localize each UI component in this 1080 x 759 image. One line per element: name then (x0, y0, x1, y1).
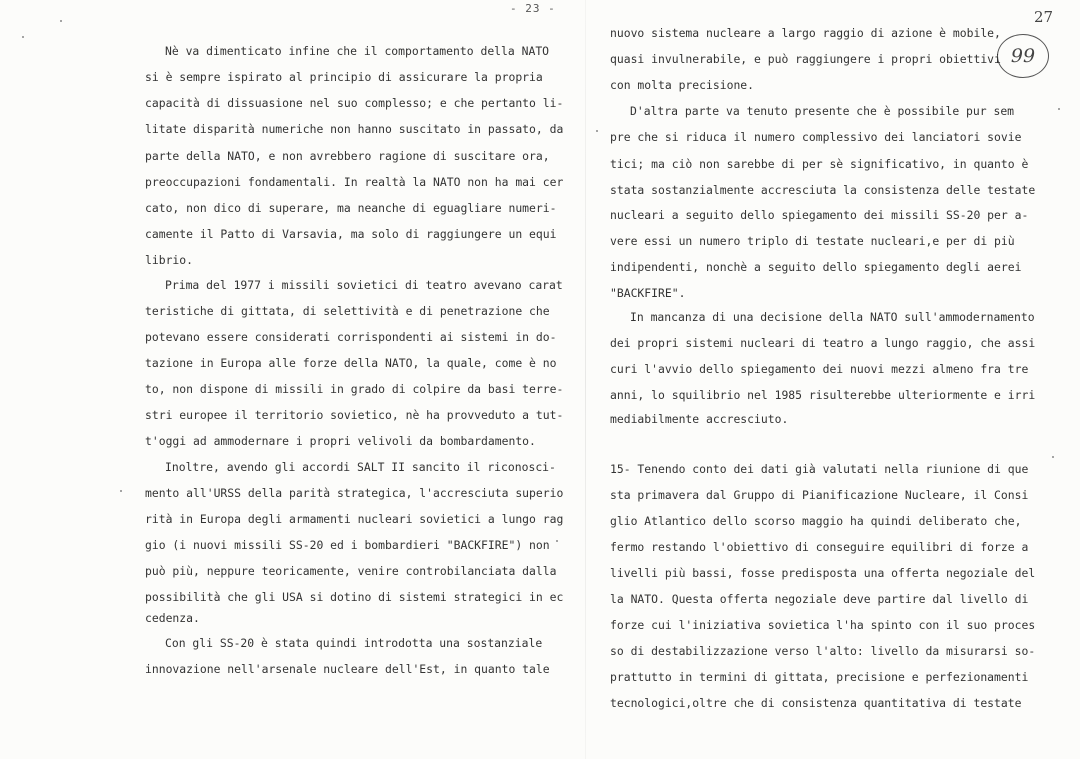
text-line: fermo restando l'obiettivo di conseguire equilibri di forze a (610, 540, 1029, 554)
text-line: si è sempre ispirato al principio di assicurare la propria (145, 70, 543, 84)
text-line: stri europee il territorio sovietico, nè ha provveduto a tut- (145, 408, 564, 422)
text-line: con molta precisione. (610, 78, 755, 92)
text-line: tazione in Europa alle forze della NATO, la quale, come è no (145, 356, 557, 370)
scan-speck (22, 36, 24, 38)
text-line: anni, lo squilibrio nel 1985 risulterebbe ulteriormente e irri (610, 388, 1036, 402)
text-line: vere essi un numero triplo di testate nucleari,e per di più (610, 234, 1015, 248)
text-line: t'oggi ad ammodernare i propri velivoli da bombardamento. (145, 434, 536, 448)
text-line: In mancanza di una decisione della NATO sull'ammodernamento (630, 310, 1035, 324)
text-line: "BACKFIRE". (610, 286, 686, 300)
text-line: camente il Patto di Varsavia, ma solo di raggiungere un equi (145, 227, 557, 241)
text-line: possibilità che gli USA si dotino di sistemi strategici in ec (145, 590, 564, 604)
text-line: librio. (145, 253, 194, 267)
text-line: preoccupazioni fondamentali. In realtà la NATO non ha mai cer (145, 175, 564, 189)
circled-number-text: 99 (1010, 45, 1036, 67)
text-line: dei propri sistemi nucleari di teatro a lungo raggio, che assi (610, 336, 1036, 350)
scan-speck (1052, 456, 1054, 458)
text-line: potevano essere considerati corrispondenti ai sistemi in do- (145, 330, 557, 344)
text-line: tici; ma ciò non sarebbe di per sè significativo, in quanto è (610, 157, 1029, 171)
text-line: Con gli SS-20 è stata quindi introdotta una sostanziale (165, 636, 543, 650)
text-line: innovazione nell'arsenale nucleare dell'Est, in quanto tale (145, 662, 550, 676)
text-line: litate disparità numeriche non hanno suscitato in passato, da (145, 122, 564, 136)
scan-speck (556, 540, 558, 542)
text-line: D'altra parte va tenuto presente che è possibile pur sem (630, 104, 1015, 118)
text-line: sta primavera dal Gruppo di Pianificazione Nucleare, il Consi (610, 488, 1029, 502)
handwritten-page-mark: 27 (1034, 8, 1054, 26)
text-line: cato, non dico di superare, ma neanche di eguagliare numeri- (145, 201, 557, 215)
text-line: indipendenti, nonchè a seguito dello spiegamento degli aerei (610, 260, 1022, 274)
text-line: Nè va dimenticato infine che il comportamento della NATO (165, 44, 550, 58)
scan-speck (1058, 108, 1060, 110)
circled-handwritten-number (997, 34, 1049, 78)
text-line: glio Atlantico dello scorso maggio ha quindi deliberato che, (610, 514, 1022, 528)
text-line: nucleari a seguito dello spiegamento dei missili SS-20 per a- (610, 208, 1029, 222)
text-line: può più, neppure teoricamente, venire controbilanciata dalla (145, 564, 557, 578)
text-line: parte della NATO, e non avrebbero ragione di suscitare ora, (145, 149, 550, 163)
text-line: mento all'URSS della parità strategica, l'accresciuta superio (145, 486, 564, 500)
text-line: tecnologici,oltre che di consistenza quantitativa di testate (610, 696, 1022, 710)
text-line: forze cui l'iniziativa sovietica l'ha spinto con il suo proces (610, 618, 1036, 632)
text-line: rità in Europa degli armamenti nucleari sovietici a lungo rag (145, 512, 564, 526)
text-line: mediabilmente accresciuto. (610, 412, 789, 426)
text-line: so di destabilizzazione verso l'alto: livello da misurarsi so- (610, 644, 1036, 658)
text-line: nuovo sistema nucleare a largo raggio di azione è mobile, (610, 26, 1001, 40)
text-line: curi l'avvio dello spiegamento dei nuovi mezzi almeno fra tre (610, 362, 1029, 376)
text-line: quasi invulnerabile, e può raggiungere i propri obiettivi (610, 52, 1001, 66)
text-line: livelli più bassi, fosse predisposta una offerta negoziale del (610, 566, 1036, 580)
text-line: pre che si riduca il numero complessivo dei lanciatori sovie (610, 130, 1022, 144)
text-line: la NATO. Questa offerta negoziale deve partire dal livello di (610, 592, 1029, 606)
page-number: - 23 - (510, 2, 556, 15)
scan-speck (120, 490, 122, 492)
page-fold-divider (585, 0, 586, 759)
text-line: gio (i nuovi missili SS-20 ed i bombardieri "BACKFIRE") non (145, 538, 550, 552)
text-line: teristiche di gittata, di selettività e di penetrazione che (145, 304, 550, 318)
text-line: stata sostanzialmente accresciuta la consistenza delle testate (610, 183, 1036, 197)
text-line: 15- Tenendo conto dei dati già valutati nella riunione di que (610, 462, 1029, 476)
scan-speck (60, 20, 62, 22)
text-line: capacità di dissuasione nel suo complesso; e che pertanto li- (145, 96, 564, 110)
text-line: Prima del 1977 i missili sovietici di teatro avevano carat (165, 278, 563, 292)
text-line: prattutto in termini di gittata, precisione e perfezionamenti (610, 670, 1029, 684)
text-line: cedenza. (145, 611, 200, 625)
scan-speck (596, 130, 598, 132)
text-line: Inoltre, avendo gli accordi SALT II sancito il riconosci- (165, 460, 556, 474)
text-line: to, non dispone di missili in grado di colpire da basi terre- (145, 382, 564, 396)
